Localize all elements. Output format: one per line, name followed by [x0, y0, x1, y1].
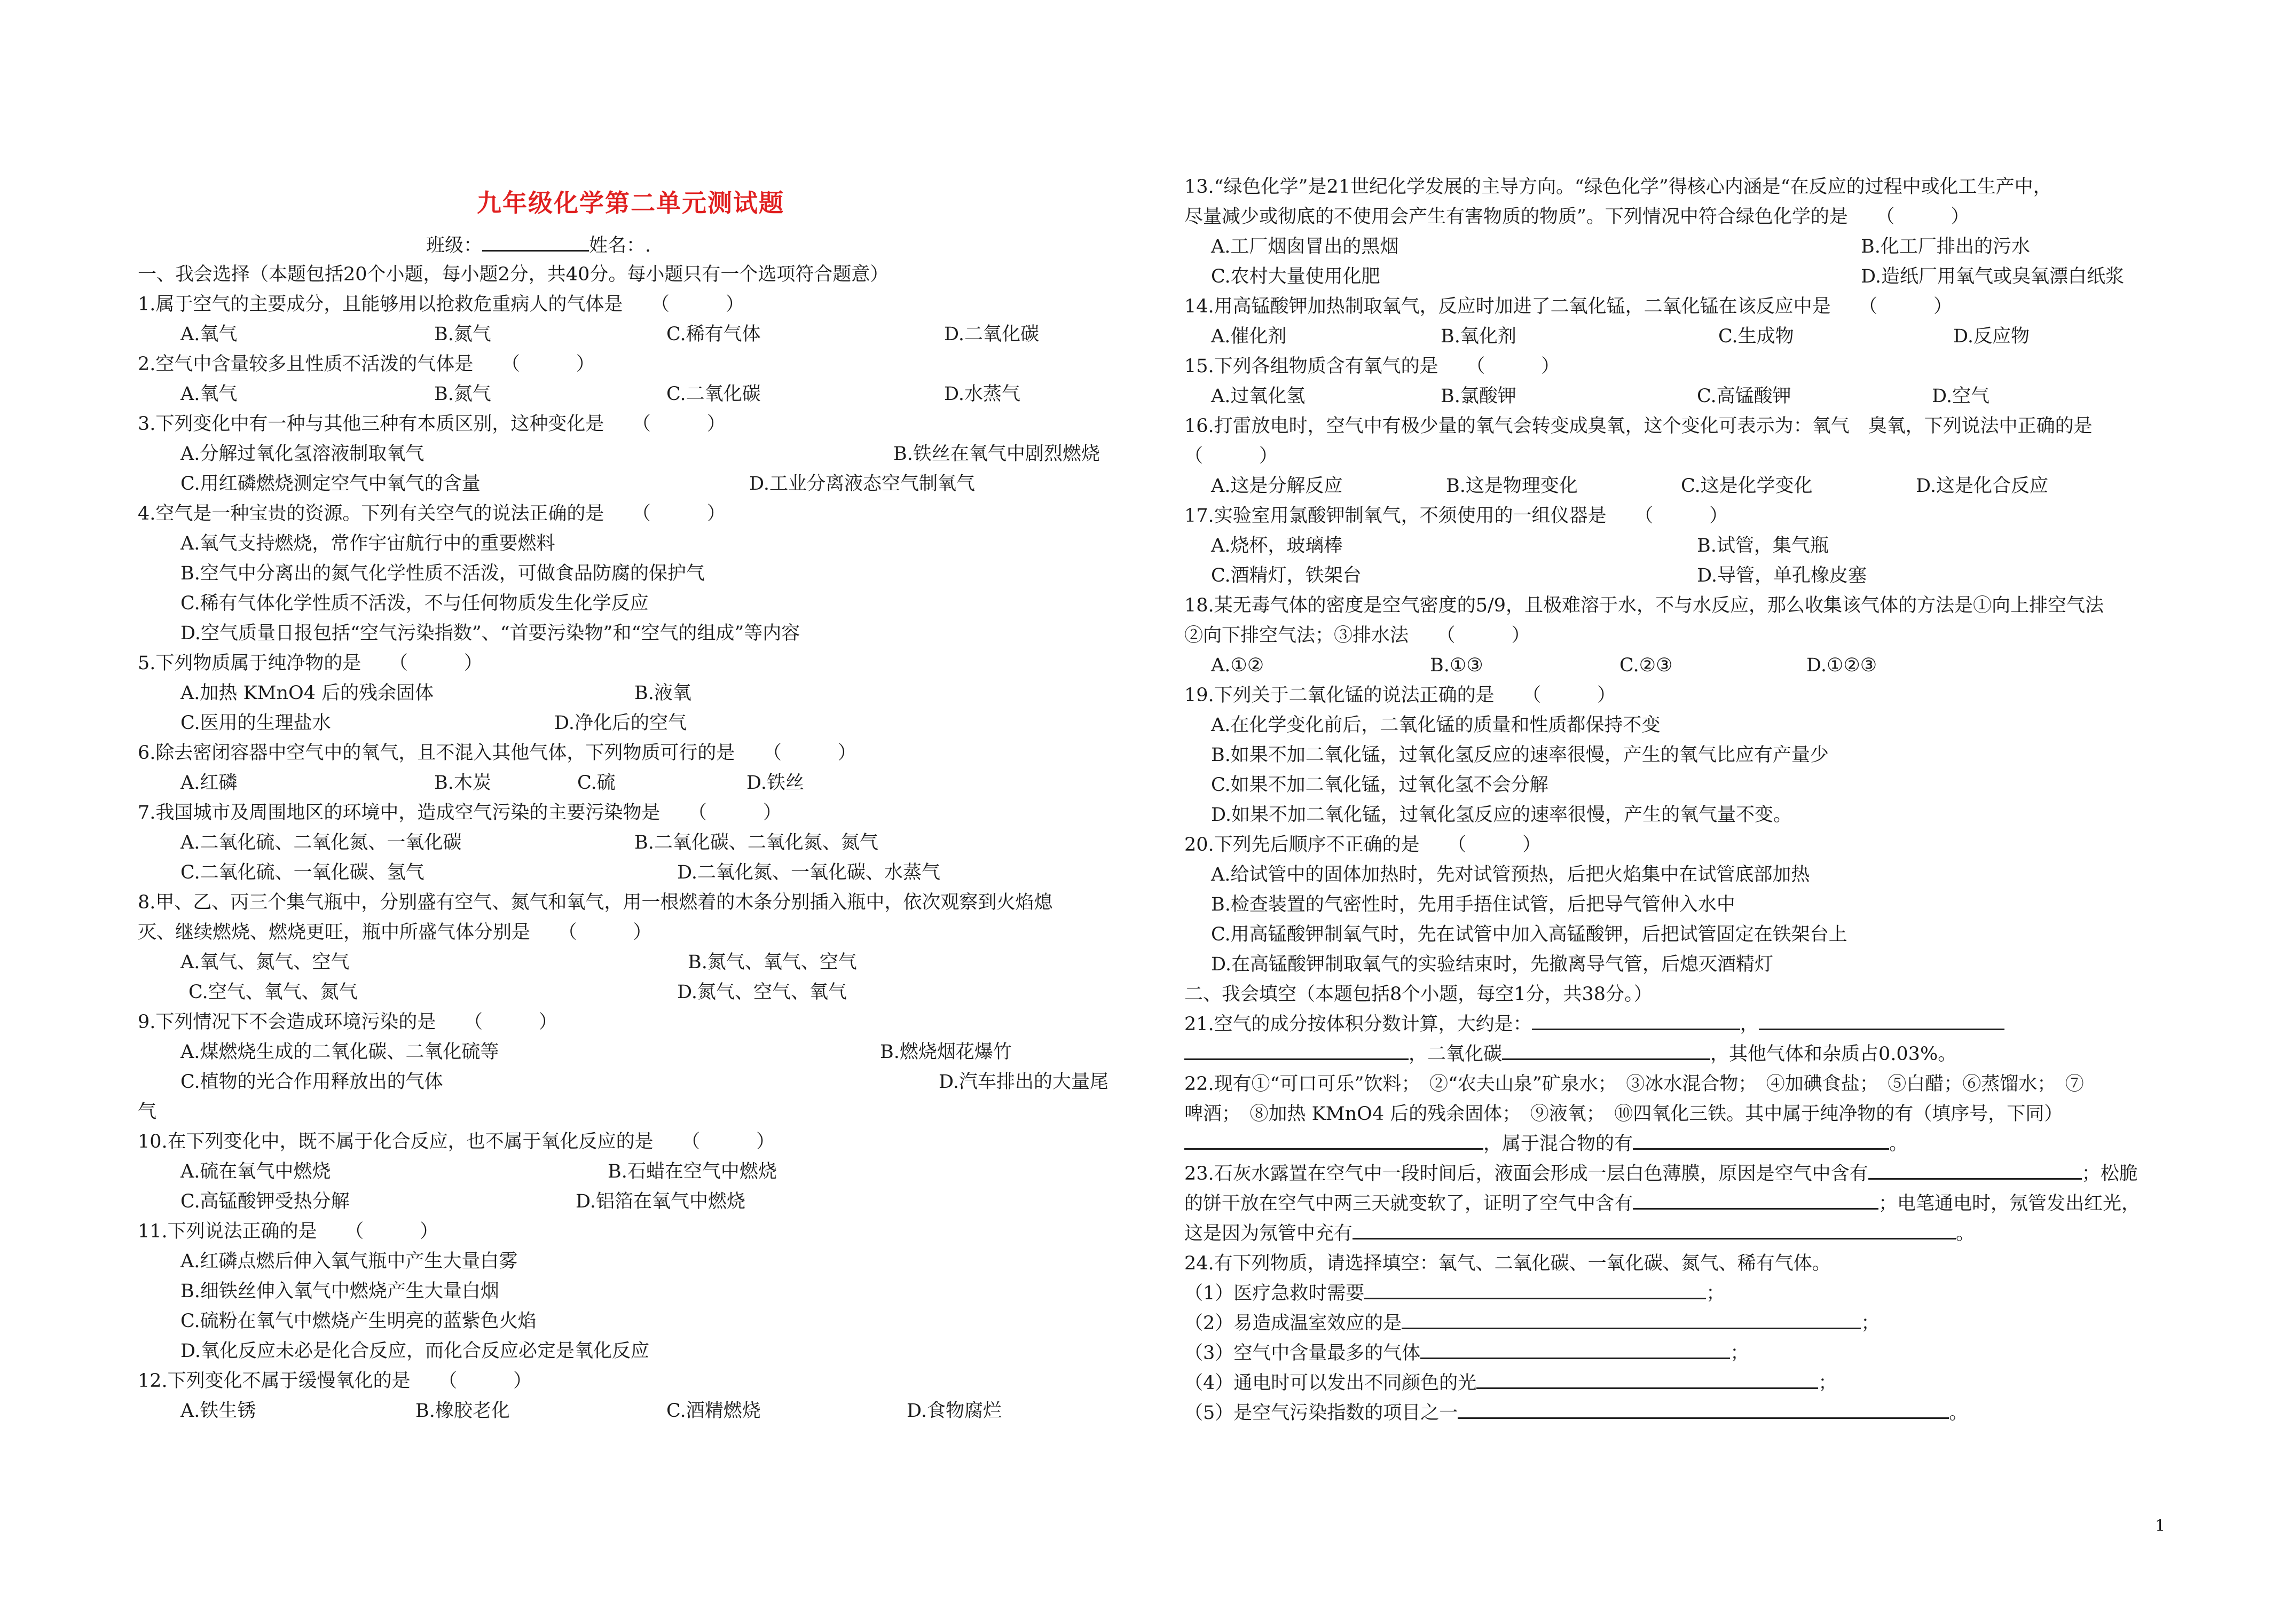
q21-blank-2[interactable]: [1759, 1028, 2004, 1030]
q23-blank-3[interactable]: [1353, 1237, 1956, 1239]
class-name-line: [426, 233, 651, 258]
q17-option-a: A.烧杯，玻璃棒: [1211, 535, 1343, 556]
q24-item-5-text: （5）是空气污染指数的项目之一: [1184, 1402, 1458, 1424]
q23-text-2-end: ；电笔通电时，氖管发出红光，: [1878, 1193, 2141, 1214]
question-16-line-2: （ ）: [1184, 445, 1278, 467]
q23-text-1: 23.石灰水露置在空气中一段时间后，液面会形成一层白色薄膜，原因是空气中含有: [1184, 1163, 1868, 1184]
q24-item-1: [1184, 1281, 1725, 1306]
class-label: 班级：: [426, 235, 483, 256]
q23-text-2: 的饼干放在空气中两三天就变软了，证明了空气中含有: [1184, 1193, 1633, 1214]
q4-option-d: D.空气质量日报包括“空气污染指数”、“首要污染物”和“空气的组成”等内容: [180, 623, 800, 644]
question-8-line-1: 8.甲、乙、丙三个集气瓶中，分别盛有空气、氮气和氧气，用一根燃着的木条分别插入瓶中，依次观察到火焰熄: [138, 892, 1053, 913]
q1-option-c: C.稀有气体: [666, 324, 761, 345]
q19-option-d: D.如果不加二氧化锰，过氧化氢反应的速率很慢，产生的氧气量不变。: [1211, 804, 1792, 826]
q2-option-c: C.二氧化碳: [666, 383, 761, 405]
q24-item-4: [1184, 1370, 1837, 1396]
q8-option-c: C.空气、氧气、氮气: [188, 982, 358, 1003]
page-title: 九年级化学第二单元测试题: [477, 189, 784, 217]
q7-option-b: B.二氧化碳、二氧化氮、氮气: [634, 832, 878, 853]
question-14: 14.用高锰酸钾加热制取氧气，反应时加进了二氧化锰，二氧化锰在该反应中是 （ ）: [1184, 296, 1953, 317]
q24-item-5-end: 。: [1949, 1402, 1968, 1424]
question-23-line-1: [1184, 1161, 2138, 1187]
q10-option-d: D.铝箔在氧气中燃烧: [576, 1191, 745, 1212]
q15-option-c: C.高锰酸钾: [1697, 386, 1791, 407]
q13-option-c: C.农村大量使用化肥: [1211, 266, 1380, 287]
question-5: 5.下列物质属于纯净物的是 （ ）: [138, 653, 483, 674]
q21-comma: ，: [1740, 1014, 1759, 1035]
q17-option-c: C.酒精灯，铁架台: [1211, 565, 1362, 586]
q11-option-d: D.氧化反应未必是化合反应，而化合反应必定是氧化反应: [180, 1340, 649, 1362]
q2-option-a: A.氧气: [180, 383, 238, 405]
q23-text-1-end: ；松脆: [2081, 1163, 2138, 1184]
q14-option-b: B.氧化剂: [1441, 326, 1516, 347]
q8-option-a: A.氧气、氮气、空气: [180, 952, 350, 973]
q9-option-a: A.煤燃烧生成的二氧化碳、二氧化硫等: [180, 1041, 499, 1063]
q8-option-b: B.氮气、氧气、空气: [688, 952, 857, 973]
question-22-line-3: [1184, 1131, 1908, 1157]
q23-end: 。: [1956, 1223, 1975, 1244]
q19-option-b: B.如果不加二氧化锰，过氧化氢反应的速率很慢，产生的氧气比应有产量少: [1211, 744, 1829, 766]
q24-item-3-text: （3）空气中含量最多的气体: [1184, 1343, 1421, 1364]
question-18-line-1: 18.某无毒气体的密度是空气密度的5/9，且极难溶于水，不与水反应，那么收集该气体的方法是①向上排空气法: [1184, 595, 2104, 616]
q18-option-a: A.①②: [1211, 655, 1264, 676]
q13-option-a: A.工厂烟囱冒出的黑烟: [1211, 236, 1399, 257]
q18-option-c: C.②③: [1619, 655, 1673, 676]
q22-end: 。: [1889, 1133, 1908, 1155]
q24-blank-3[interactable]: [1420, 1357, 1730, 1359]
q9-option-c: C.植物的光合作用释放出的气体: [180, 1071, 443, 1093]
q20-option-c: C.用高锰酸钾制氧气时，先在试管中加入高锰酸钾，后把试管固定在铁架台上: [1211, 924, 1847, 945]
q9-option-d: D.汽车排出的大量尾: [939, 1071, 1108, 1093]
question-19: 19.下列关于二氧化锰的说法正确的是 （ ）: [1184, 685, 1616, 706]
q5-option-a: A.加热 KMnO4 后的残余固体: [180, 682, 434, 704]
question-1: 1.属于空气的主要成分，且能够用以抢救危重病人的气体是 （ ）: [138, 294, 744, 315]
class-blank[interactable]: [482, 249, 589, 252]
q20-option-a: A.给试管中的固体加热时，先对试管预热，后把火焰集中在试管底部加热: [1211, 864, 1810, 885]
question-15: 15.下列各组物质含有氧气的是 （ ）: [1184, 356, 1560, 377]
q4-option-a: A.氧气支持燃烧，常作宇宙航行中的重要燃料: [180, 533, 555, 554]
question-17: 17.实验室用氯酸钾制氧气，不须使用的一组仪器是 （ ）: [1184, 505, 1728, 527]
question-10: 10.在下列变化中，既不属于化合反应，也不属于氧化反应的是 （ ）: [138, 1131, 775, 1152]
q5-option-b: B.液氧: [634, 682, 691, 704]
q11-option-a: A.红磷点燃后伸入氧气瓶中产生大量白雾: [180, 1251, 518, 1272]
q6-option-b: B.木炭: [434, 772, 491, 794]
q22-text-3: ，属于混合物的有: [1483, 1133, 1633, 1155]
q3-option-a: A.分解过氧化氢溶液制取氧气: [180, 443, 424, 465]
question-7: 7.我国城市及周围地区的环境中，造成空气污染的主要污染物是 （ ）: [138, 802, 782, 823]
q23-blank-1[interactable]: [1868, 1178, 2082, 1180]
q21-text-3: ，其他气体和杂质占0.03%。: [1710, 1044, 1957, 1065]
q18-option-b: B.①③: [1430, 655, 1483, 676]
name-label: 姓名：.: [589, 235, 651, 256]
q3-option-d: D.工业分离液态空气制氧气: [749, 473, 975, 495]
q24-item-2-semi: ；: [1861, 1313, 1880, 1334]
q10-option-b: B.石蜡在空气中燃烧: [608, 1161, 777, 1182]
q12-option-b: B.橡胶老化: [415, 1400, 510, 1422]
q10-option-a: A.硫在氧气中燃烧: [180, 1161, 331, 1182]
page-number: 1: [2155, 1517, 2166, 1535]
q6-option-d: D.铁丝: [746, 772, 804, 794]
q12-option-a: A.铁生锈: [180, 1400, 256, 1422]
q24-item-1-text: （1）医疗急救时需要: [1184, 1283, 1365, 1304]
q12-option-c: C.酒精燃烧: [666, 1400, 761, 1422]
question-24: 24.有下列物质，请选择填空：氧气、二氧化碳、一氧化碳、氮气、稀有气体。: [1184, 1253, 1831, 1274]
q1-option-d: D.二氧化碳: [944, 324, 1039, 345]
q24-blank-4[interactable]: [1476, 1387, 1818, 1389]
q7-option-a: A.二氧化硫、二氧化氮、一氧化碳: [180, 832, 462, 853]
q22-blank-1[interactable]: [1184, 1148, 1483, 1150]
question-21-line-2: [1184, 1041, 1956, 1067]
q16-option-a: A.这是分解反应: [1211, 475, 1343, 497]
q23-blank-2[interactable]: [1633, 1207, 1878, 1210]
q13-option-d: D.造纸厂用氧气或臭氧漂白纸浆: [1861, 266, 2124, 287]
q24-blank-1[interactable]: [1364, 1297, 1706, 1299]
question-16-line-1: 16.打雷放电时，空气中有极少量的氧气会转变成臭氧，这个变化可表示为：氧气 臭氧，下列说法中正确的是: [1184, 415, 2093, 437]
q24-item-4-semi: ；: [1818, 1372, 1837, 1394]
question-21-line-1: [1184, 1011, 2004, 1037]
q16-option-d: D.这是化合反应: [1916, 475, 2048, 497]
question-18-line-2: ②向下排空气法；③排水法 （ ）: [1184, 625, 1530, 646]
q1-option-a: A.氧气: [180, 324, 238, 345]
q16-option-c: C.这是化学变化: [1681, 475, 1813, 497]
q17-option-d: D.导管，单孔橡皮塞: [1697, 565, 1867, 586]
q18-option-d: D.①②③: [1806, 655, 1877, 676]
q21-blank-4[interactable]: [1502, 1058, 1710, 1060]
question-22-line-1: 22.现有①“可口可乐”饮料； ②“农夫山泉”矿泉水； ③冰水混合物； ④加碘食盐； ⑤白醋；⑥蒸馏水； ⑦: [1184, 1073, 2084, 1095]
q17-option-b: B.试管，集气瓶: [1697, 535, 1829, 556]
question-22-line-2: 啤酒； ⑧加热 KMnO4 后的残余固体； ⑨液氧； ⑩四氧化三铁。其中属于纯净物的有（填序号，下同）: [1184, 1103, 2063, 1125]
q4-option-c: C.稀有气体化学性质不活泼，不与任何物质发生化学反应: [180, 593, 649, 614]
section1-header: 一、我会选择（本题包括20个小题，每小题2分，共40分。每小题只有一个选项符合题意）: [138, 264, 889, 285]
question-4: 4.空气是一种宝贵的资源。下列有关空气的说法正确的是 （ ）: [138, 503, 726, 524]
q24-item-5: [1184, 1400, 1968, 1426]
q14-option-d: D.反应物: [1953, 326, 2030, 347]
q14-option-c: C.生成物: [1718, 326, 1794, 347]
q24-item-4-text: （4）通电时可以发出不同颜色的光: [1184, 1372, 1477, 1394]
q24-blank-5[interactable]: [1458, 1417, 1949, 1419]
q3-option-c: C.用红磷燃烧测定空气中氧气的含量: [180, 473, 481, 495]
question-6: 6.除去密闭容器中空气中的氧气，且不混入其他气体，下列物质可行的是 （ ）: [138, 742, 856, 764]
q24-item-3-semi: ；: [1730, 1343, 1749, 1364]
q7-option-c: C.二氧化硫、一氧化碳、氢气: [180, 862, 424, 883]
q9-option-b: B.燃烧烟花爆竹: [880, 1041, 1012, 1063]
section2-header: 二、我会填空（本题包括8个小题，每空1分，共38分。）: [1184, 984, 1653, 1005]
q21-text-2: ，二氧化碳: [1409, 1044, 1503, 1065]
q5-option-c: C.医用的生理盐水: [180, 712, 331, 734]
q6-option-c: C.硫: [577, 772, 616, 794]
question-2: 2.空气中含量较多且性质不活泼的气体是 （ ）: [138, 354, 595, 375]
question-3: 3.下列变化中有一种与其他三种有本质区别，这种变化是 （ ）: [138, 413, 726, 435]
question-23-line-2: [1184, 1191, 2140, 1217]
q15-option-d: D.空气: [1932, 386, 1990, 407]
question-13-line-1: 13.“绿色化学”是21世纪化学发展的主导方向。“绿色化学”得核心内涵是“在反应的过程中或化工生产中，: [1184, 176, 2052, 198]
q21-text-1: 21.空气的成分按体积分数计算，大约是：: [1184, 1014, 1532, 1035]
q16-option-b: B.这是物理变化: [1446, 475, 1578, 497]
q24-item-1-semi: ；: [1706, 1283, 1725, 1304]
q24-item-2-text: （2）易造成温室效应的是: [1184, 1313, 1402, 1334]
question-12: 12.下列变化不属于缓慢氧化的是 （ ）: [138, 1370, 532, 1392]
q21-blank-3[interactable]: [1184, 1058, 1409, 1060]
q20-option-d: D.在高锰酸钾制取氧气的实验结束时，先撤离导气管，后熄灭酒精灯: [1211, 954, 1773, 975]
q3-option-b: B.铁丝在氧气中剧烈燃烧: [893, 443, 1100, 465]
q24-item-3: [1184, 1340, 1749, 1366]
q2-option-d: D.水蒸气: [944, 383, 1020, 405]
q8-option-d: D.氮气、空气、氧气: [677, 982, 847, 1003]
q15-option-a: A.过氧化氢: [1211, 386, 1306, 407]
q21-blank-1[interactable]: [1532, 1028, 1740, 1030]
q12-option-d: D.食物腐烂: [907, 1400, 1002, 1422]
q13-option-b: B.化工厂排出的污水: [1861, 236, 2030, 257]
q9-option-d-continued: 气: [138, 1101, 157, 1123]
q23-text-3: 这是因为氖管中充有: [1184, 1223, 1353, 1244]
q11-option-c: C.硫粉在氧气中燃烧产生明亮的蓝紫色火焰: [180, 1311, 537, 1332]
q10-option-c: C.高锰酸钾受热分解: [180, 1191, 350, 1212]
question-20: 20.下列先后顺序不正确的是 （ ）: [1184, 834, 1542, 856]
question-9: 9.下列情况下不会造成环境污染的是 （ ）: [138, 1011, 557, 1033]
q2-option-b: B.氮气: [434, 383, 491, 405]
q7-option-d: D.二氧化氮、一氧化碳、水蒸气: [677, 862, 940, 883]
q15-option-b: B.氯酸钾: [1441, 386, 1516, 407]
q4-option-b: B.空气中分离出的氮气化学性质不活泼，可做食品防腐的保护气: [180, 563, 705, 584]
question-13-line-2: 尽量减少或彻底的不使用会产生有害物质的物质”。下列情况中符合绿色化学的是 （ ）: [1184, 206, 1970, 227]
q24-blank-2[interactable]: [1402, 1327, 1861, 1329]
q5-option-d: D.净化后的空气: [554, 712, 687, 734]
question-23-line-3: [1184, 1221, 1975, 1246]
question-8-line-2: 灭、继续燃烧、燃烧更旺，瓶中所盛气体分别是 （ ）: [138, 922, 652, 943]
q19-option-c: C.如果不加二氧化锰，过氧化氢不会分解: [1211, 774, 1548, 796]
q19-option-a: A.在化学变化前后，二氧化锰的质量和性质都保持不变: [1211, 715, 1661, 736]
q24-item-2: [1184, 1311, 1880, 1336]
q11-option-b: B.细铁丝伸入氧气中燃烧产生大量白烟: [180, 1281, 499, 1302]
question-11: 11.下列说法正确的是 （ ）: [138, 1221, 439, 1242]
q1-option-b: B.氮气: [434, 324, 491, 345]
q6-option-a: A.红磷: [180, 772, 238, 794]
q14-option-a: A.催化剂: [1211, 326, 1287, 347]
q22-blank-2[interactable]: [1633, 1148, 1889, 1150]
q20-option-b: B.检查装置的气密性时，先用手捂住试管，后把导气管伸入水中: [1211, 894, 1735, 915]
